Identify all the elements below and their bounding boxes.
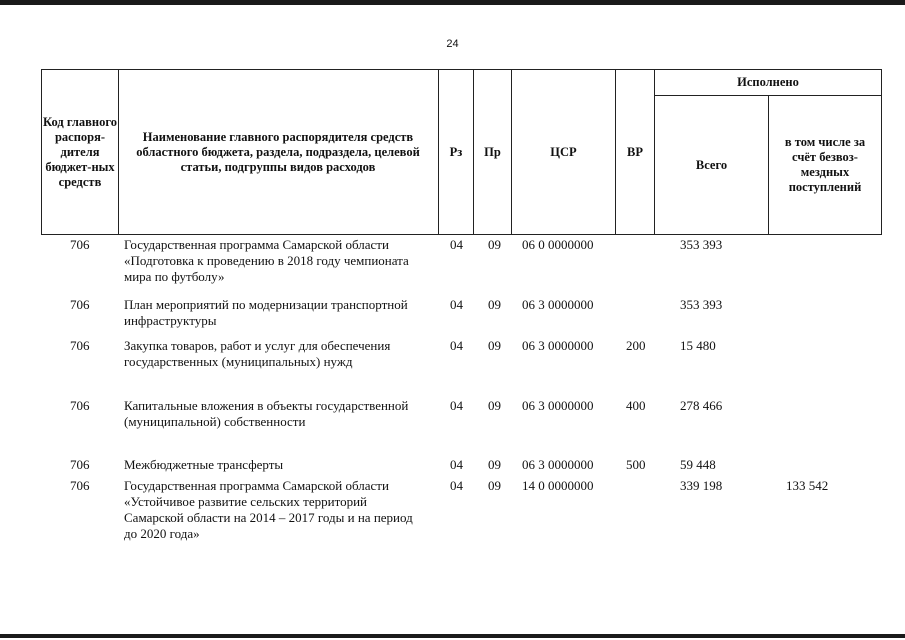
row-name: План мероприятий по модернизации транспортной инфраструктуры [124, 297, 408, 328]
row-csr: 06 3 0000000 [522, 398, 594, 413]
row-rz: 04 [450, 338, 463, 353]
row-pr: 09 [488, 398, 501, 413]
row-name: Межбюджетные трансферты [124, 457, 284, 472]
row-csr: 14 0 0000000 [522, 478, 594, 493]
header-executed: Исполнено [737, 75, 799, 89]
row-vr: 400 [626, 398, 646, 413]
row-pr: 09 [488, 237, 501, 252]
header-including: в том числе за счёт безвоз-мездных поступлений [784, 135, 866, 194]
row-rz: 04 [450, 297, 463, 312]
row-code: 706 [70, 478, 90, 493]
header-total: Всего [695, 157, 728, 172]
row-total: 353 393 [680, 297, 723, 312]
header-csr: ЦСР [550, 144, 577, 159]
header-rz: Рз [449, 144, 463, 159]
header-pr: Пр [484, 144, 501, 159]
page-number: 24 [446, 38, 459, 50]
row-pr: 09 [488, 478, 501, 493]
row-total: 59 448 [680, 457, 716, 472]
row-name: Государственная программа Самарской области «Подготовка к проведению в 2018 году чемпионата мира по футболу» [124, 237, 409, 284]
header-vr: ВР [627, 144, 643, 159]
row-csr: 06 3 0000000 [522, 297, 594, 312]
row-rz: 04 [450, 478, 463, 493]
row-csr: 06 3 0000000 [522, 338, 594, 353]
header-name: Наименование главного распорядителя средств областного бюджета, раздела, подраздела, целевой статьи, подгруппы видов расходов [136, 129, 420, 174]
top-border-bar [0, 0, 905, 5]
row-rz: 04 [450, 237, 463, 252]
row-code: 706 [70, 237, 90, 252]
row-csr: 06 3 0000000 [522, 457, 594, 472]
row-rz: 04 [450, 457, 463, 472]
row-code: 706 [70, 297, 90, 312]
row-pr: 09 [488, 457, 501, 472]
row-csr: 06 0 0000000 [522, 237, 594, 252]
row-name: Государственная программа Самарской области «Устойчивое развитие сельских территорий Самарской области на 2014 – 2017 годы и на период до 2020 года» [124, 478, 413, 541]
row-pr: 09 [488, 338, 501, 353]
row-including: 133 542 [786, 478, 829, 493]
header-code: Код главного распоря-дителя бюджет-ных средств [43, 114, 117, 189]
row-vr: 200 [626, 338, 646, 353]
row-pr: 09 [488, 297, 501, 312]
row-name: Закупка товаров, работ и услуг для обеспечения государственных (муниципальных) нужд [124, 338, 391, 369]
row-total: 278 466 [680, 398, 723, 413]
row-total: 339 198 [680, 478, 723, 493]
bottom-border-bar [0, 634, 905, 638]
row-code: 706 [70, 338, 90, 353]
row-rz: 04 [450, 398, 463, 413]
row-total: 353 393 [680, 237, 723, 252]
row-total: 15 480 [680, 338, 716, 353]
row-name: Капитальные вложения в объекты государственной (муниципальной) собственности [124, 398, 409, 429]
row-code: 706 [70, 457, 90, 472]
row-vr: 500 [626, 457, 646, 472]
row-code: 706 [70, 398, 90, 413]
